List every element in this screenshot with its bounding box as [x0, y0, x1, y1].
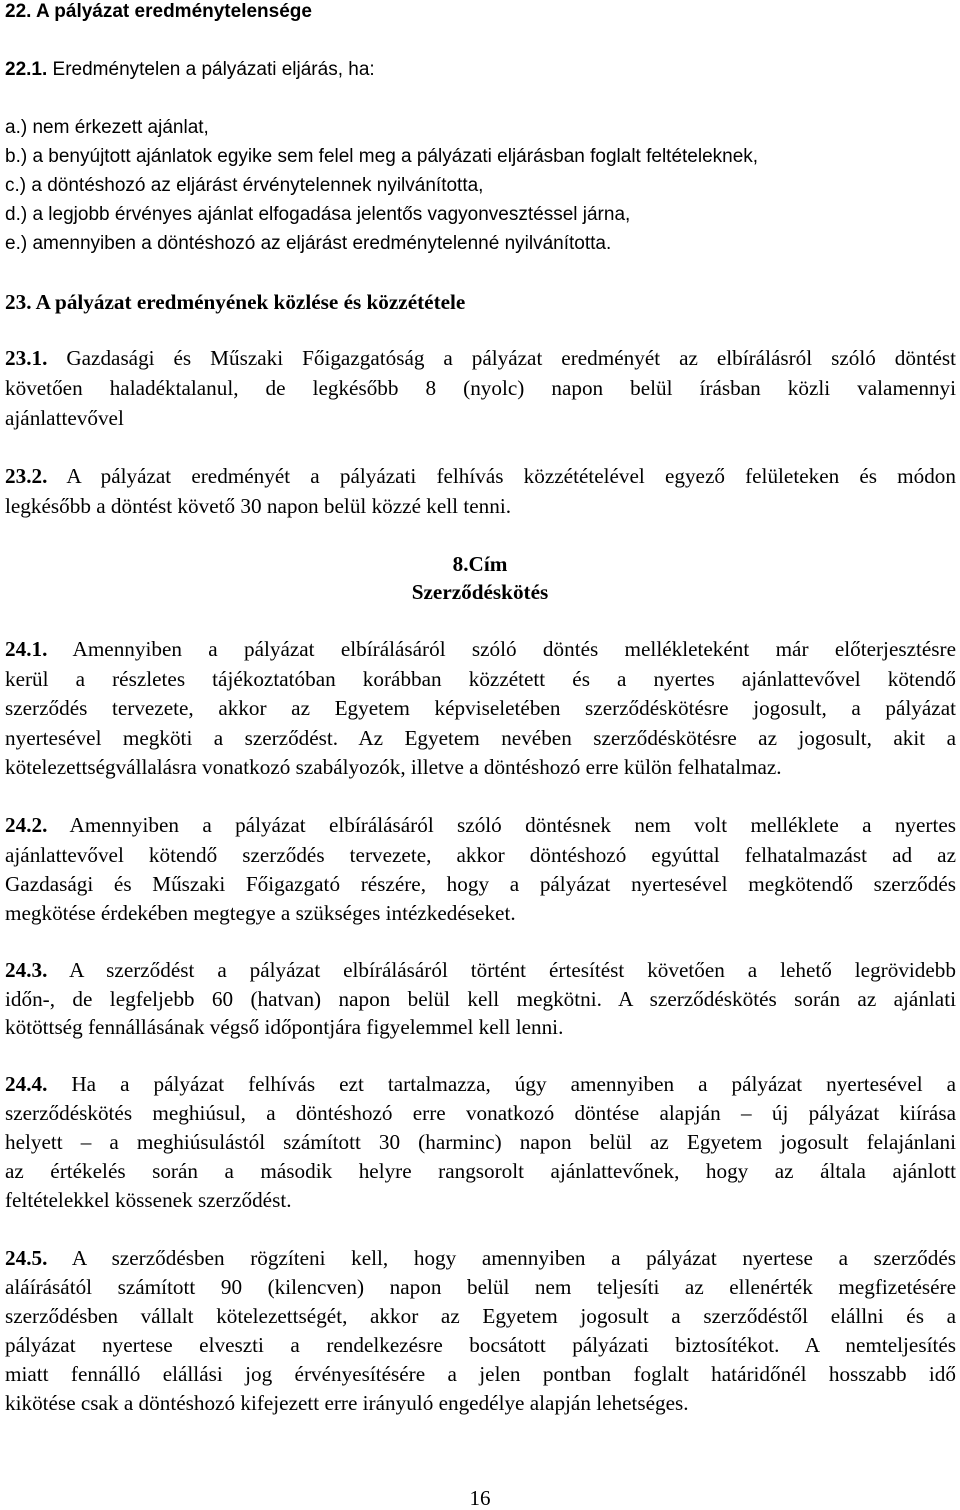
- paragraph-24-3-line-1: 24.3. A szerződést a pályázat elbírálásáról történt értesítést követően a lehető legrövidebb: [5, 958, 956, 982]
- list-item-e: e.) amennyiben a döntéshozó az eljárást eredménytelenné nyilvánította.: [5, 233, 612, 254]
- paragraph-24-1-line-3: szerződés tervezete, akkor az Egyetem képviseletében szerződéskötésre jogosult, a pályázat: [5, 696, 956, 720]
- paragraph-23-1-line-3: ajánlattevővel: [5, 406, 124, 430]
- paragraph-24-1-line-5: kötelezettségvállalásra vonatkozó szabályozók, illetve a döntéshozó erre külön felhatalmaz.: [5, 755, 782, 779]
- paragraph-24-2-line-4: megkötése érdekében megtegye a szükséges intézkedéseket.: [5, 901, 516, 925]
- paragraph-24-2-number: 24.2.: [5, 813, 48, 837]
- paragraph-24-5-line-5: miatt fennálló elállási jog érvényesítésére a jelen pontban foglalt határidőnél hosszabb idő: [5, 1362, 956, 1386]
- paragraph-24-2-line-3: Gazdasági és Műszaki Főigazgató részére, hogy a pályázat nyertesével megkötendő szerződés: [5, 872, 956, 896]
- paragraph-23-1-line-2: követően haladéktalanul, de legkésőbb 8 (nyolc) napon belül írásban közli valamennyi: [5, 376, 956, 400]
- section-23-heading: 23. A pályázat eredményének közlése és közzététele: [5, 290, 466, 314]
- page-number: 16: [469, 1486, 491, 1510]
- paragraph-24-5-line-3: szerződésben vállalt kötelezettségét, akkor az Egyetem jogosult a szerződéstől elállni és a: [5, 1304, 956, 1328]
- paragraph-24-5-line-2: aláírásától számított 90 (kilencven) napon belül nem teljesíti az ellenérték megfizetésére: [5, 1275, 956, 1299]
- paragraph-24-3-line-2: időn-, de legfeljebb 60 (hatvan) napon belül kell megkötni. A szerződéskötés során az ajánlati: [5, 987, 956, 1011]
- section-22-1-line: [5, 58, 375, 82]
- section-22-1-number: 22.1.: [5, 59, 48, 80]
- paragraph-24-4-number: 24.4.: [5, 1072, 48, 1096]
- paragraph-23-2-number: 23.2.: [5, 464, 48, 488]
- paragraph-24-1-number: 24.1.: [5, 637, 48, 661]
- paragraph-24-2-line-1: 24.2. Amennyiben a pályázat elbírálásáról szóló döntésnek nem volt melléklete a nyertes: [5, 813, 956, 837]
- paragraph-24-2-line-2: ajánlattevővel kötendő szerződés tervezete, akkor döntéshozó egyúttal felhatalmazást ad az: [5, 843, 956, 867]
- paragraph-23-2-line-2: legkésőbb a döntést követő 30 napon belül közzé kell tenni.: [5, 494, 512, 518]
- paragraph-24-4-line-3: helyett – a meghiúsulástól számított 30 (harminc) napon belül az Egyetem jogosult felajánlani: [5, 1130, 956, 1154]
- paragraph-24-1-line-1: 24.1. Amennyiben a pályázat elbírálásáról szóló döntés mellékleteként már előterjesztésre: [5, 637, 956, 661]
- section-22-1-text: Eredménytelen a pályázati eljárás, ha:: [47, 59, 375, 80]
- paragraph-24-3-number: 24.3.: [5, 958, 48, 982]
- paragraph-24-4-line-2: szerződéskötés meghiúsul, a döntéshozó erre vonatkozó döntése alapján – új pályázat kiírása: [5, 1101, 956, 1125]
- paragraph-24-5-line-4: pályázat nyertese elveszti a rendelkezésre bocsátott pályázati biztosítékot. A nemteljesítés: [5, 1333, 956, 1357]
- paragraph-24-5-number: 24.5.: [5, 1246, 48, 1270]
- list-item-b: b.) a benyújtott ajánlatok egyike sem felel meg a pályázati eljárásban foglalt feltételeknek,: [5, 146, 759, 167]
- paragraph-24-4-line-1: 24.4. Ha a pályázat felhívás ezt tartalmazza, úgy amennyiben a pályázat nyertesével a: [5, 1072, 956, 1096]
- paragraph-23-2-line-1: 23.2. A pályázat eredményét a pályázati felhívás közzétételével egyező felületeken és módon: [5, 464, 956, 488]
- paragraph-24-3-line-3: kötöttség fennállásának végső időpontjára figyelemmel kell lenni.: [5, 1015, 564, 1039]
- chapter-title: Szerződéskötés: [411, 580, 549, 604]
- paragraph-24-5-line-6: kikötése csak a döntéshozó kifejezett erre irányuló engedélye alapján lehetséges.: [5, 1391, 689, 1415]
- paragraph-23-1-line-1: 23.1. Gazdasági és Műszaki Főigazgatóság a pályázat eredményét az elbírálásról szóló döntést: [5, 346, 956, 370]
- chapter-number: 8.Cím: [452, 552, 508, 576]
- section-22-heading: 22. A pályázat eredménytelensége: [5, 1, 312, 22]
- paragraph-24-5-line-1: 24.5. A szerződésben rögzíteni kell, hogy amennyiben a pályázat nyertese a szerződés: [5, 1246, 956, 1270]
- paragraph-23-1-number: 23.1.: [5, 346, 48, 370]
- paragraph-24-1-line-2: kerül a részletes tájékoztatóban korábban közzétett és a nyertes ajánlattevővel kötendő: [5, 667, 956, 691]
- list-item-c: c.) a döntéshozó az eljárást érvénytelennek nyilvánította,: [5, 175, 484, 196]
- paragraph-24-4-line-5: feltételekkel kössenek szerződést.: [5, 1188, 292, 1212]
- paragraph-24-1-line-4: nyertesével megköti a szerződést. Az Egyetem nevében szerződéskötésre az jogosult, akit a: [5, 726, 956, 750]
- list-item-d: d.) a legjobb érvényes ajánlat elfogadása jelentős vagyonvesztéssel járna,: [5, 204, 631, 225]
- paragraph-24-4-line-4: az értékelés során a második helyre rangsorolt ajánlattevőnek, hogy az általa ajánlott: [5, 1159, 956, 1183]
- list-item-a: a.) nem érkezett ajánlat,: [5, 117, 209, 138]
